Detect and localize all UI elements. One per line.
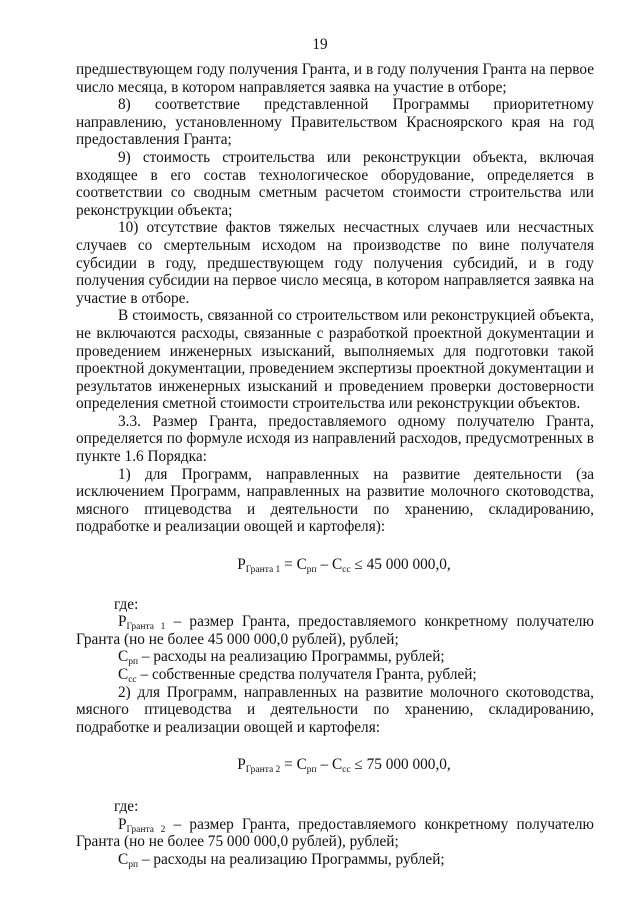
formula-grant-1: $Р_{Гранта 1} = С_{рп} - С_{сс} \le 45$ 000 000,0, [237, 556, 451, 576]
definition-ss-1: $С_{сс}$ – собственные средства получателя Гранта, рублей; [118, 666, 477, 685]
where-label-1: где: [114, 595, 139, 613]
paragraph-subitem-2: 2) для Программ, направленных на развитие молочного скотоводства, мясного птицеводства и деятельности по хранению, складированию, подработке и реализации овощей и картофеля: [76, 683, 594, 736]
document-body [76, 61, 594, 868]
where-label-2: где: [114, 797, 139, 815]
definition-rp-2: $С_{рп}$ – расходы на реализацию Программы, рублей; [118, 850, 445, 870]
paragraph-item-9: 9) стоимость строительства или реконструкции объекта, включая входящее в его состав технологическое оборудование, определяется в соответствии со сводным сметным расчетом стоимости строительства или реконструкции объекта; [76, 148, 594, 219]
paragraph-continuation: предшествующем году получения Гранта, и в году получения Гранта на первое число месяца, в котором направляется заявка на участие в отборе; [76, 61, 594, 96]
definition-grant-2: $Р_{Гранта 2}$ – размер Гранта, предоставляемого конкретному получателю Гранта (но не более 75 000 000,0 рублей), рублей; [76, 815, 594, 851]
page-number: 19 [312, 36, 328, 53]
paragraph-item-8: 8) соответствие представленной Программы приоритетному направлению, установленному Правительством Красноярского края на год предоставления Гранта; [76, 96, 594, 149]
paragraph-3-3: 3.3. Размер Гранта, предоставляемого одному получателю Гранта, определяется по формуле исходя из направлений расходов, предусмотренных в пункте 1.6 Порядка: [76, 412, 594, 466]
definition-rp-1: $С_{рп}$ – расходы на реализацию Программы, рублей; [118, 648, 445, 668]
paragraph-subitem-1: 1) для Программ, направленных на развитие деятельности (за исключением Программ, направленных на развитие молочного скотоводства, мясного птицеводства и деятельности по хранению, складированию, подработке и реализации овощей и картофеля): [76, 465, 594, 536]
paragraph-construction-cost: В стоимость, связанной со строительством или реконструкцией объекта, не включаются расходы, связанные с разработкой проектной документации и проведением инженерных изысканий, выполняемых для подготовки такой проектной документации, проведением экспертизы проектной документации и результатов инженерных изысканий и проведением проверки достоверности определения сметной стоимости строительства или реконструкции объектов. [76, 307, 594, 413]
formula-grant-2: $Р_{Гранта 2} = С_{рп} - С_{сс} \le 75$ 000 000,0, [237, 756, 451, 776]
paragraph-item-10: 10) отсутствие фактов тяжелых несчастных случаев или несчастных случаев со смертельным исходом на производстве по вине получателя субсидии в году, предшествующем году получения субсидий, и в году получения субсидии на первое число месяца, в котором направляется заявка на участие в отборе. [76, 219, 594, 307]
definition-grant-1: $Р_{Гранта 1}$ – размер Гранта, предоставляемого конкретному получателю Гранта (но не более 45 000 000,0 рублей), рублей; [76, 613, 594, 648]
